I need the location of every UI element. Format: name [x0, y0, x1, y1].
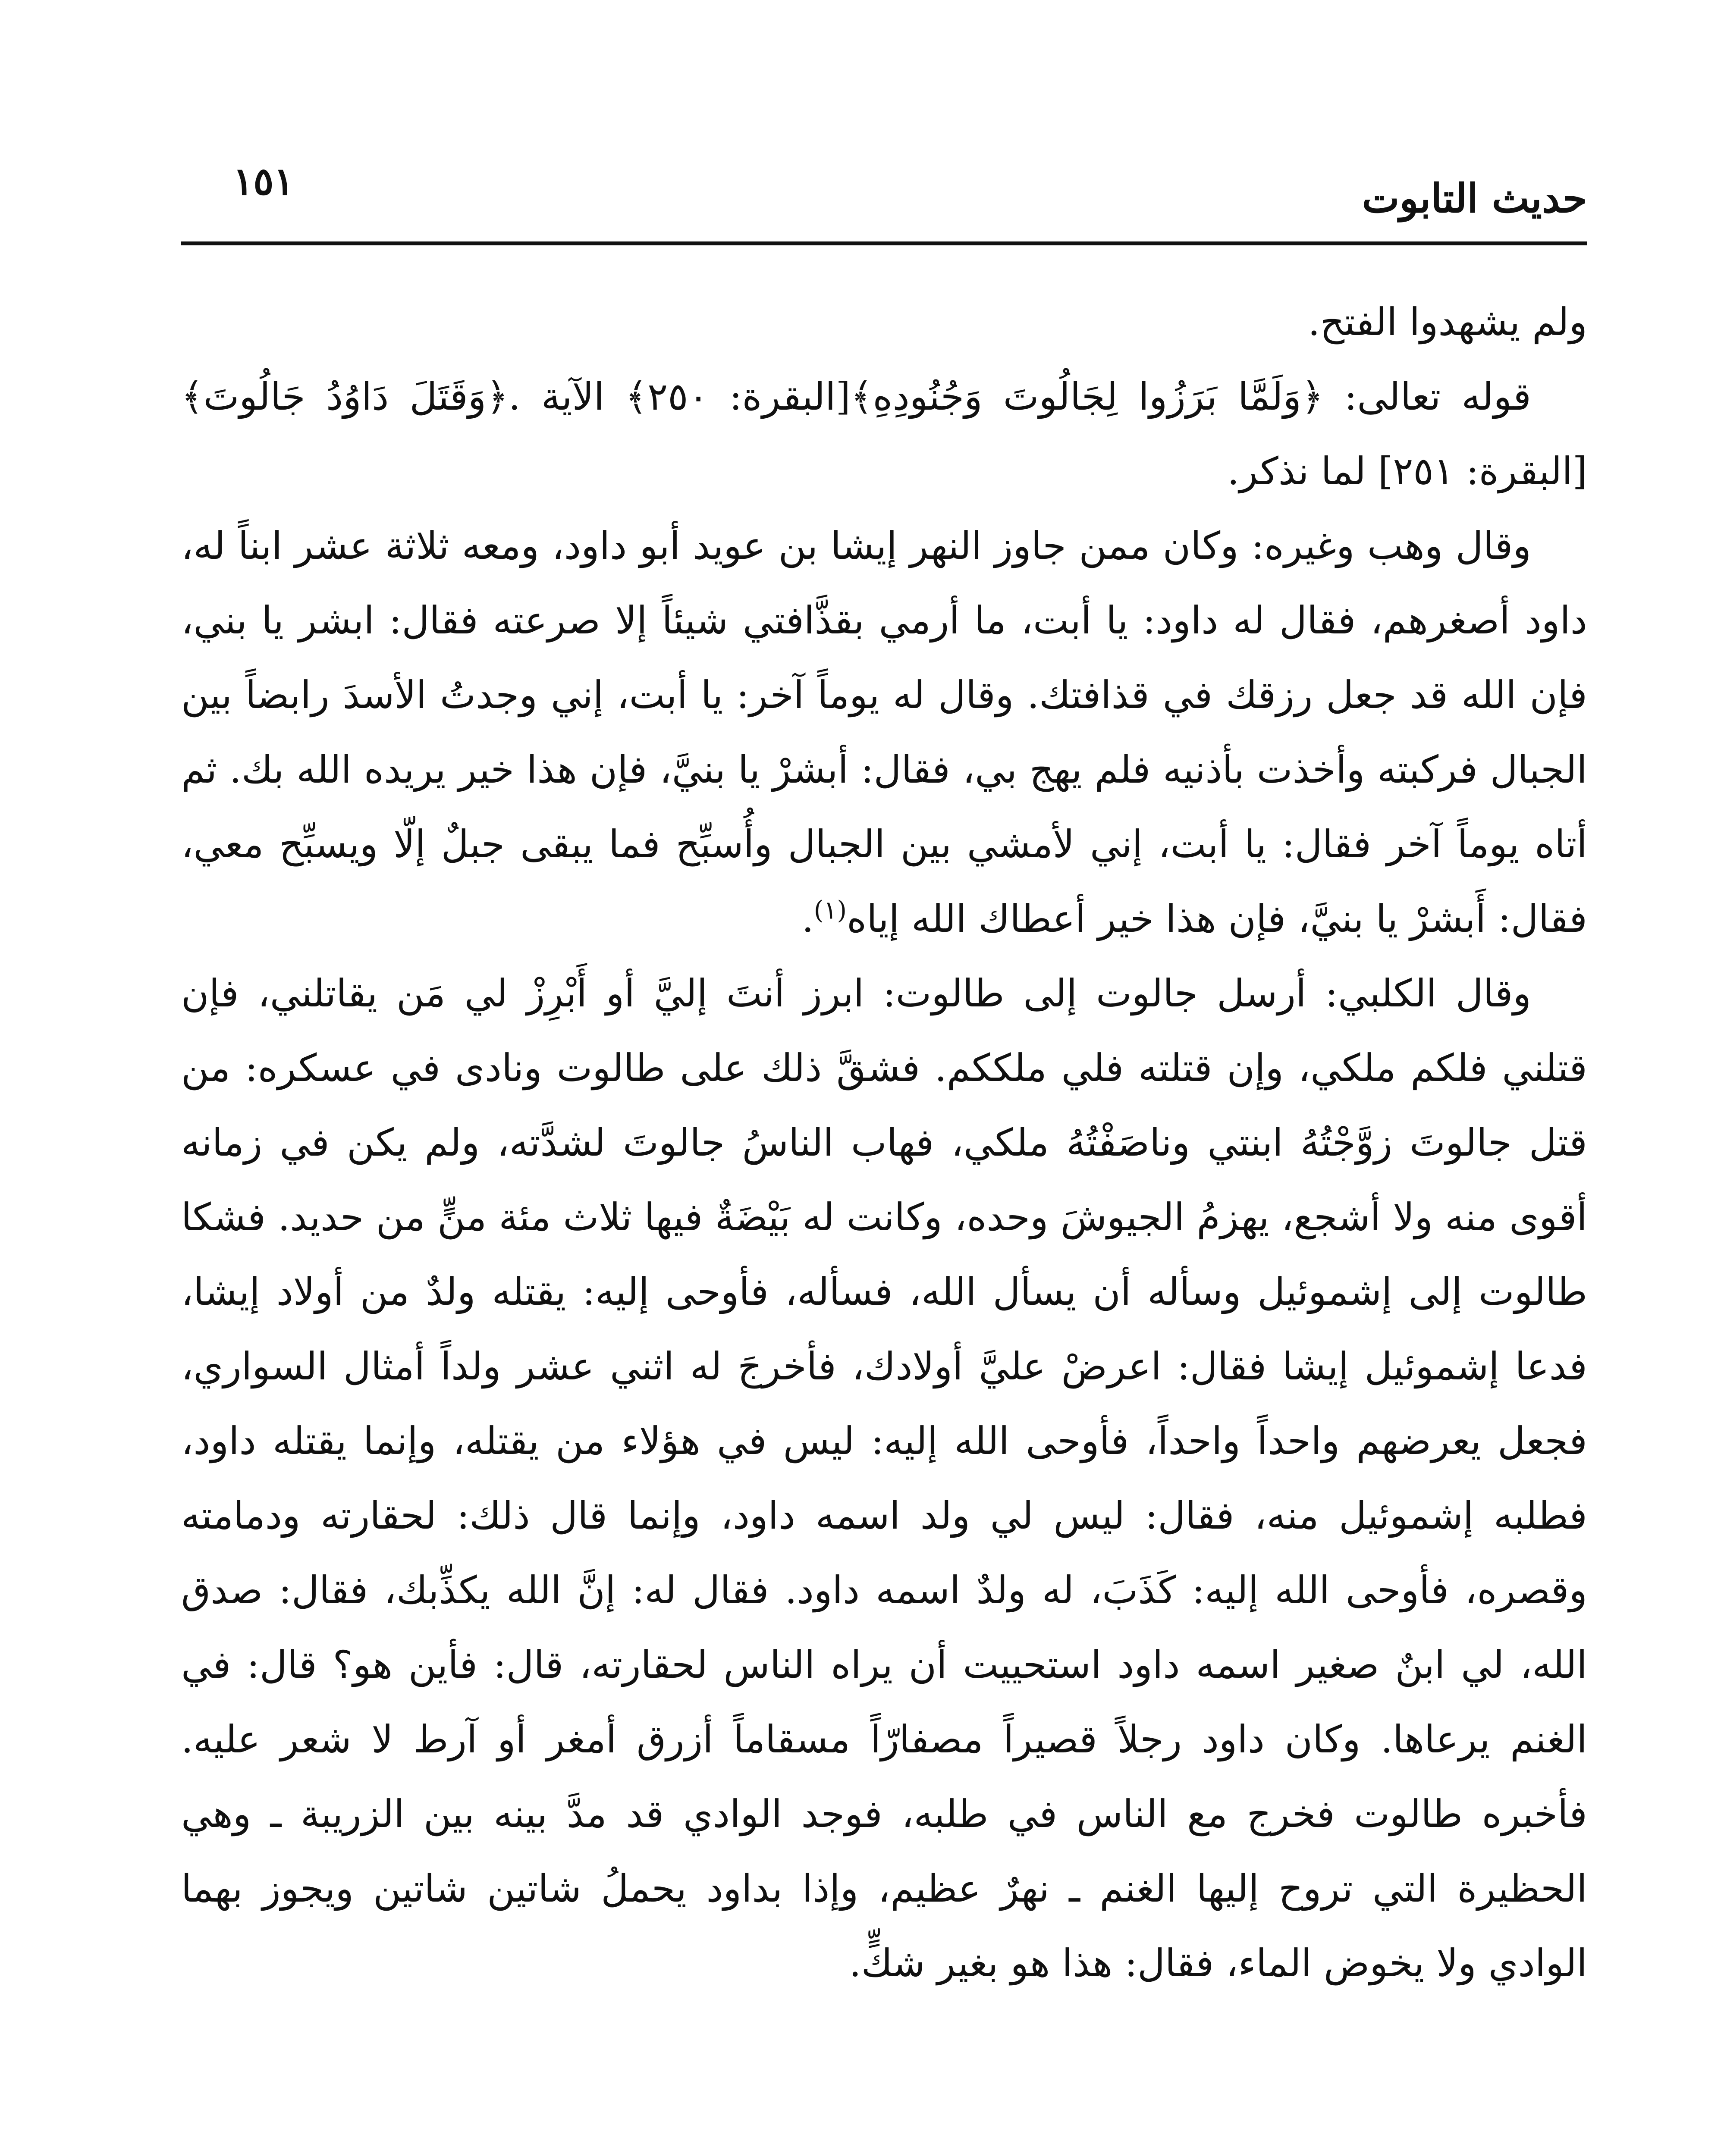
running-title: حديث التابوت — [1362, 175, 1587, 222]
paragraph-3-end: . — [801, 896, 814, 941]
footnote-reference: (١) — [813, 895, 847, 925]
paragraph-3-text: وقال وهب وغيره: وكان ممن جاوز النهر إيشا بن عويد أبو داود، ومعه ثلاثة عشر ابناً له، داود أصغرهم، فقال له داود: يا أبت، ما أرمي بقذَّافتي شيئاً إلا صرعته فقال: ابشر يا بني، فإن الله قد جعل رزقك في قذافتك. وقال له يوماً آخر: يا أبت، إني وجدتُ الأسدَ رابضاً بين الجبال فركبته وأخذت بأذنيه فلم يهج بي، فقال: أبشرْ يا بنيَّ، فإن هذا خير يريده الله بك. ثم أتاه يوماً آخر فقال: يا أبت، إني لأمشي بين الجبال وأُسبِّح فما يبقى جبلٌ إلّا ويسبِّح معي، فقال: أَبشرْ يا بنيَّ، فإن هذا خير أعطاك الله إياه — [181, 523, 1587, 941]
paragraph-3 — [181, 508, 1587, 956]
paragraph-2: قوله تعالى: ﴿وَلَمَّا بَرَزُوا لِجَالُوتَ وَجُنُودِهِ﴾[البقرة: ٢٥٠﴾ الآية .﴿وَقَتَلَ دَاوُدُ جَالُوتَ﴾[البقرة: ٢٥١] لما نذكر. — [181, 374, 1587, 493]
header-rule — [181, 241, 1587, 245]
page-header — [181, 142, 1587, 241]
paragraph-1: ولم يشهدوا الفتح. — [1308, 300, 1587, 344]
main-text — [181, 285, 1587, 2000]
paragraph-4: وقال الكلبي: أرسل جالوت إلى طالوت: ابرز أنتَ إليَّ أو أَبْرِزْ لي مَن يقاتلني، فإن قتلني فلكم ملكي، وإن قتلته فلي ملككم. فشقَّ ذلك على طالوت ونادى في عسكره: من قتل جالوتَ زوَّجْتُهُ ابنتي وناصَفْتُهُ ملكي، فهاب الناسُ جالوتَ لشدَّته، ولم يكن في زمانه أقوى منه ولا أشجع، يهزمُ الجيوشَ وحده، وكانت له بَيْضَةٌ فيها ثلاث مئة منٍّ من حديد. فشكا طالوت إلى إشموئيل وسأله أن يسأل الله، فسأله، فأوحى إليه: يقتله ولدٌ من أولاد إيشا، فدعا إشموئيل إيشا فقال: اعرضْ عليَّ أولادك، فأخرجَ له اثني عشر ولداً أمثال السواري، فجعل يعرضهم واحداً واحداً، فأوحى الله إليه: ليس في هؤلاء من يقتله، وإنما يقتله داود، فطلبه إشموئيل منه، فقال: ليس لي ولد اسمه داود، وإنما قال ذلك: لحقارته ودمامته وقصره، فأوحى الله إليه: كَذَبَ، له ولدٌ اسمه داود. فقال له: إنَّ الله يكذِّبك، فقال: صدق الله، لي ابنٌ صغير اسمه داود استحييت أن يراه الناس لحقارته، قال: فأين هو؟ قال: في الغنم يرعاها. وكان داود رجلاً قصيراً مصفارّاً مسقاماً أزرق أمغر أو آرط لا شعر عليه. فأخبره طالوت فخرج مع الناس في طلبه، فوجد الوادي قد مدَّ بينه بين الزريبة ـ وهي الحظيرة التي تروح إليها الغنم ـ نهرٌ عظيم، وإذا بداود يحملُ شاتين شاتين ويجوز بهما الوادي ولا يخوض الماء، فقال: هذا هو بغير شكٍّ. — [181, 971, 1588, 1985]
page-number: ١٥١ — [233, 159, 294, 204]
